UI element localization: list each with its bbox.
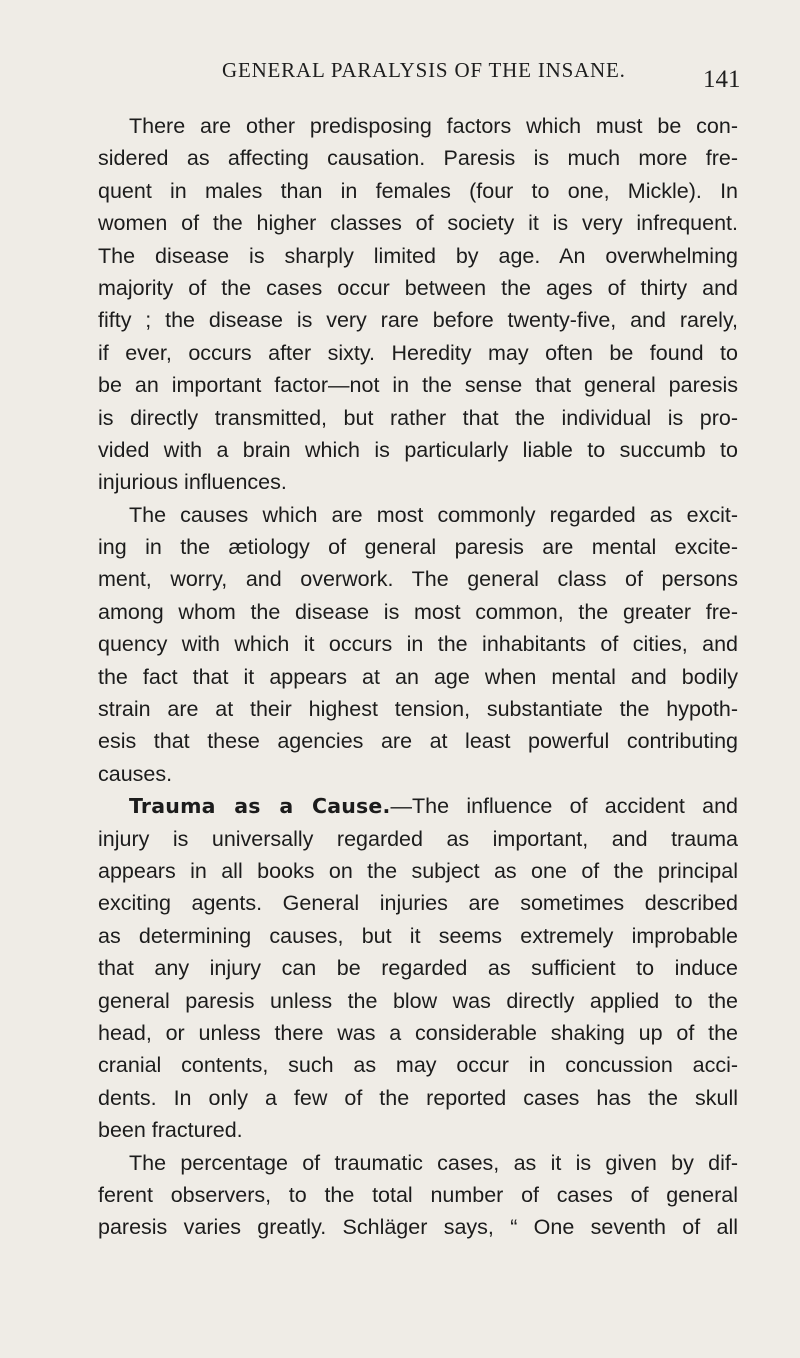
body-text [98, 110, 738, 1244]
text-line: appears in all books on the subject as one of the principal [98, 858, 738, 883]
text-line: injury is universally regarded as important, and trauma [98, 826, 738, 851]
paragraph-percentage [98, 1147, 738, 1244]
text-line: esis that these agencies are at least powerful contributing [98, 729, 738, 754]
text-line: general paresis unless the blow was directly applied to the [98, 988, 738, 1013]
text-line: be an important factor—not in the sense that general paresis [98, 373, 738, 398]
text-line: injurious influences. [98, 470, 287, 495]
section-heading: Trauma as a Cause. [129, 794, 391, 819]
paragraph-exciting-causes [98, 499, 738, 791]
text-line: is directly transmitted, but rather that the individual is pro- [98, 405, 738, 430]
text-line: cranial contents, such as may occur in concussion acci- [98, 1053, 738, 1078]
paragraph-predisposing-factors [98, 110, 738, 499]
text-line: ment, worry, and overwork. The general class of persons [98, 567, 738, 592]
text-line: sidered as affecting causation. Paresis is much more fre- [98, 146, 738, 171]
text-line: The disease is sharply limited by age. An overwhelming [98, 243, 738, 268]
text-line: been fractured. [98, 1118, 243, 1143]
text-line: ferent observers, to the total number of cases of general [98, 1182, 738, 1207]
paragraph-trauma [98, 790, 738, 1146]
text-line: dents. In only a few of the reported cases has the skull [98, 1085, 738, 1110]
text-line: women of the higher classes of society it is very infrequent. [98, 211, 738, 236]
text-line: There are other predisposing factors which must be con- [129, 114, 738, 138]
text-line [98, 790, 738, 822]
text-line: head, or unless there was a considerable shaking up of the [98, 1020, 738, 1045]
text-line: the fact that it appears at an age when mental and bodily [98, 664, 738, 689]
text-line: vided with a brain which is particularly liable to succumb to [98, 437, 738, 462]
page-number: 141 [703, 66, 741, 93]
running-head: GENERAL PARALYSIS OF THE INSANE. [222, 58, 626, 82]
text-line: that any injury can be regarded as sufficient to induce [98, 956, 738, 981]
text-line: quent in males than in females (four to one, Mickle). In [98, 178, 738, 203]
text-line: The percentage of traumatic cases, as it is given by dif- [129, 1150, 738, 1175]
text-line: among whom the disease is most common, the greater fre- [98, 599, 738, 624]
text-line: as determining causes, but it seems extremely improbable [98, 923, 738, 948]
text-line: exciting agents. General injuries are sometimes described [98, 891, 738, 916]
text-line: paresis varies greatly. Schläger says, “ One seventh of all [98, 1215, 738, 1240]
text-line: fifty ; the disease is very rare before twenty-five, and rarely, [98, 308, 738, 333]
text-line: majority of the cases occur between the ages of thirty and [98, 275, 738, 300]
text-line: ing in the ætiology of general paresis are mental excite- [98, 535, 738, 560]
text-line: quency with which it occurs in the inhabitants of cities, and [98, 632, 738, 657]
text-line: strain are at their highest tension, substantiate the hypoth- [98, 697, 738, 722]
text-run: —The influence of accident and [390, 794, 738, 819]
text-line: if ever, occurs after sixty. Heredity may often be found to [98, 340, 738, 365]
text-line: causes. [98, 761, 173, 786]
text-line: The causes which are most commonly regarded as excit- [129, 502, 738, 527]
